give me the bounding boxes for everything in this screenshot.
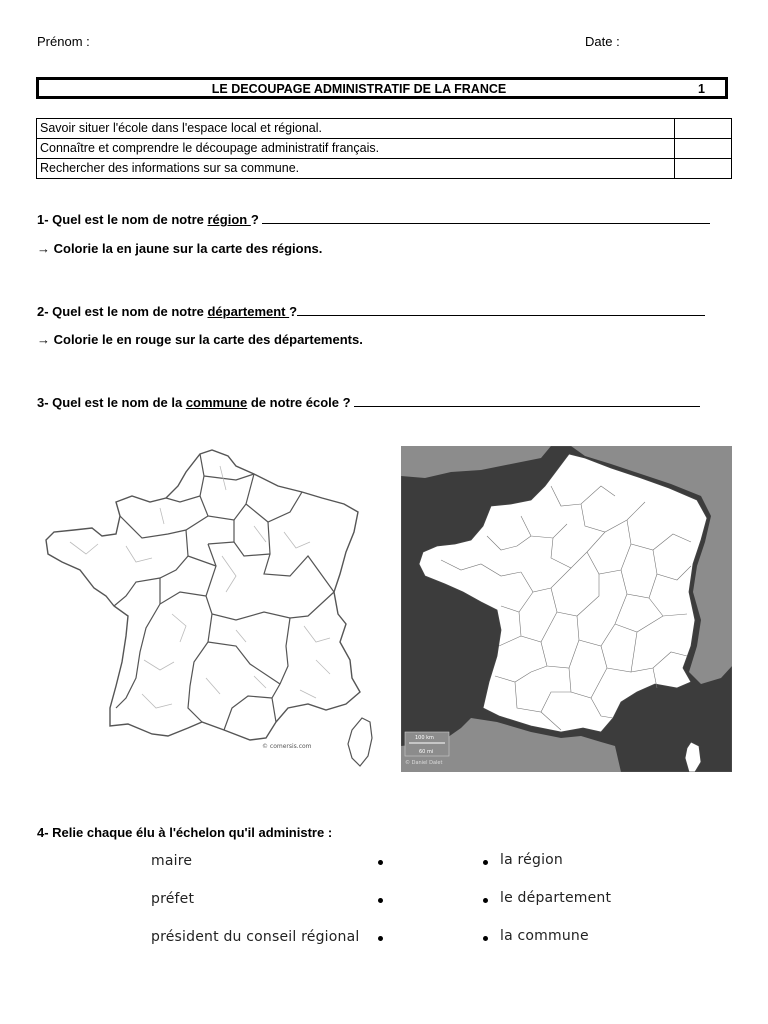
title-box [36,77,728,99]
question-3-prefix: 3- Quel est le nom de la [37,395,186,410]
regions-map-svg [40,446,376,772]
departments-map-svg [401,446,732,772]
echelon-item-departement: le département [500,890,612,906]
answer-line-1[interactable] [262,211,710,224]
question-4-title: 4- Relie chaque élu à l'échelon qu'il administre : [37,825,333,840]
page-number: 1 [698,82,705,96]
skill-text: Rechercher des informations sur sa commune. [37,159,675,179]
answer-line-2[interactable] [297,303,705,316]
instruction-1: → Colorie la en jaune sur la carte des régions. [37,241,323,256]
right-dot-1[interactable] [483,860,488,865]
departments-map[interactable] [401,446,732,772]
question-3-keyword: commune [185,395,248,410]
left-dot-1[interactable] [378,860,383,865]
question-1 [37,211,732,227]
table-row [37,139,732,159]
question-1-prefix: 1- Quel est le nom de notre [37,212,208,227]
question-2-prefix: 2- Quel est le nom de notre [37,304,208,319]
skills-table [36,118,732,179]
echelon-item-region: la région [500,852,563,868]
corsica [348,718,372,766]
question-3-suffix: de notre école ? [247,395,355,410]
elu-item-maire: maire [151,853,193,869]
left-dot-3[interactable] [378,936,383,941]
instruction-2: → Colorie le en rouge sur la carte des départements. [37,332,363,347]
scale-km-label: 100 km [415,735,434,741]
date-label: Date : [585,34,620,49]
regions-map[interactable] [40,446,376,772]
regions-map-credit: © comersis.com [262,743,312,750]
right-dot-3[interactable] [483,936,488,941]
answer-line-3[interactable] [354,394,700,407]
prenom-label: Prénom : [37,34,90,49]
question-1-suffix: ? [250,212,263,227]
left-dot-2[interactable] [378,898,383,903]
question-2-suffix: ? [289,304,298,319]
skill-check-cell[interactable] [675,119,732,139]
elu-item-prefet: préfet [151,891,195,907]
table-row [37,159,732,179]
departments-map-credit: © Daniel Dalet [405,760,443,766]
question-2 [37,303,732,319]
skill-text: Connaître et comprendre le découpage administratif français. [37,139,675,159]
question-3 [37,394,732,410]
scale-mi-label: 60 mi [419,749,434,755]
question-1-keyword: région [207,212,251,227]
right-dot-2[interactable] [483,898,488,903]
skill-check-cell[interactable] [675,159,732,179]
skill-check-cell[interactable] [675,139,732,159]
question-2-keyword: département [207,304,290,319]
table-row [37,119,732,139]
elu-item-president: président du conseil régional [151,929,360,945]
echelon-item-commune: la commune [500,928,589,944]
skill-text: Savoir situer l'école dans l'espace local et régional. [37,119,675,139]
page-title: LE DECOUPAGE ADMINISTRATIF DE LA FRANCE [211,82,507,96]
